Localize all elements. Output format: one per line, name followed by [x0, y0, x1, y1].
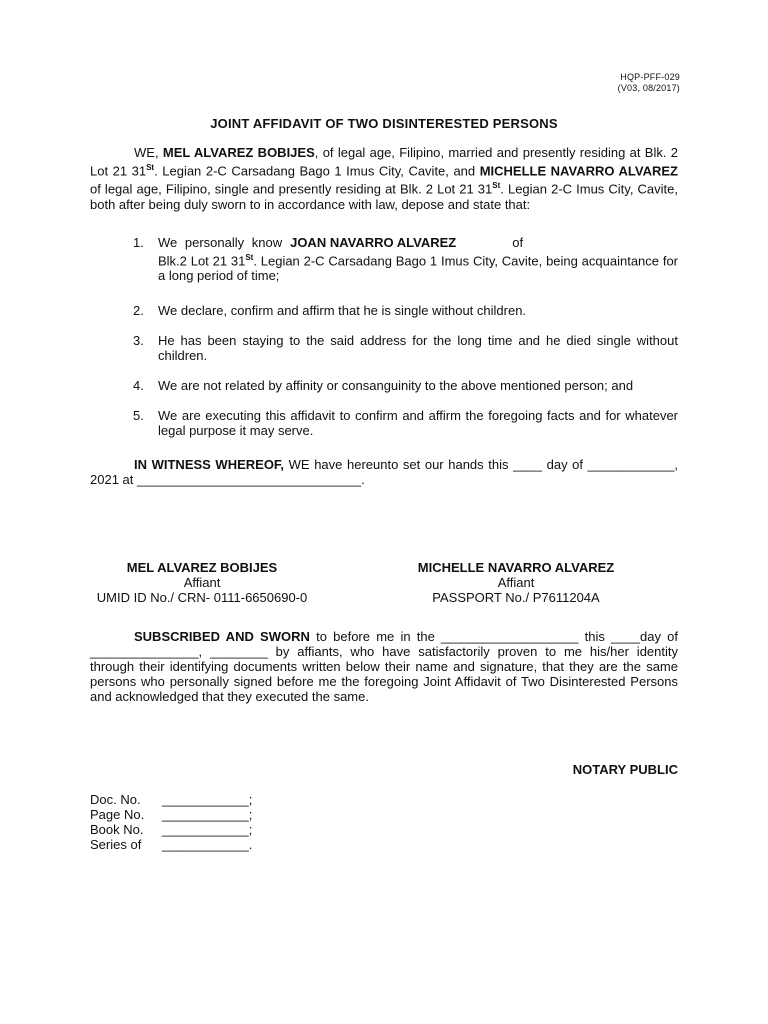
witness-text: WE have hereunto set our hands this ____ day of ____________, 2021 at _______________________________.: [90, 457, 678, 487]
item-text: He has been staying to the said address for the long time and he died single without children.: [158, 333, 678, 364]
form-code-version: (V03, 08/2017): [617, 83, 680, 93]
intro-we: WE,: [134, 145, 159, 160]
item-number: 3.: [133, 333, 144, 349]
affiant2-details-b: . Legian 2-C Imus City, Cavite, both after being duly sworn to in accordance with law, depose and state that:: [90, 181, 678, 212]
register-blank: ____________;: [162, 792, 253, 807]
signatory-block-1: [72, 560, 332, 605]
item-text: We declare, confirm and affirm that he is single without children.: [158, 303, 527, 319]
item-number: 1.: [133, 235, 144, 250]
jurat-heading: SUBSCRIBED AND SWORN: [134, 629, 310, 644]
ordinal-suffix: St: [146, 163, 155, 172]
signatory-name: MEL ALVAREZ BOBIJES: [126, 560, 278, 575]
register-label: Page No.: [90, 807, 145, 822]
list-item: [133, 408, 678, 438]
affiant1-details-b: . Legian 2-C Carsadang Bago 1 Imus City, Cavite, and: [154, 163, 476, 179]
witness-heading: IN WITNESS WHEREOF,: [134, 457, 285, 472]
register-row: [90, 807, 252, 822]
jurat-text: to before me in the ___________________ this ____day of _______________, ________ by affiants, who have satisfactorily proven to me his/her identity through their identifying documents written below their name and signature, that they are the same persons who personally signed before me the foregoing Joint Affidavit of Two Disinterested Persons and acknowledged that they executed the same.: [90, 629, 678, 704]
affiant1-name: MEL ALVAREZ BOBIJES: [162, 145, 315, 160]
notarial-register: [90, 792, 252, 852]
notary-public-label: NOTARY PUBLIC: [572, 762, 678, 777]
register-row: [90, 837, 252, 852]
register-blank: ____________.: [162, 837, 253, 852]
register-label: Series of: [90, 837, 142, 852]
signatory-name: MICHELLE NAVARRO ALVAREZ: [417, 560, 615, 575]
item-number: 4.: [133, 378, 144, 394]
item-number: 5.: [133, 408, 144, 424]
register-row: [90, 822, 252, 837]
witness-paragraph: [90, 457, 678, 487]
item-1-text-b: of: [512, 235, 524, 250]
register-row: [90, 792, 252, 807]
list-item: [133, 378, 678, 393]
list-item: [133, 333, 678, 363]
signatory-role: Affiant: [183, 575, 221, 590]
item-text: [158, 235, 678, 283]
item-text: We are executing this affidavit to confirm and affirm the foregoing facts and for whatever legal purpose it may serve.: [158, 408, 678, 439]
register-blank: ____________;: [162, 807, 253, 822]
item-1-address-a: Blk.2 Lot 21 31: [158, 253, 246, 269]
signatory-role: Affiant: [497, 575, 535, 590]
jurat-paragraph: [90, 629, 678, 704]
register-label: Book No.: [90, 822, 144, 837]
ordinal-suffix: St: [492, 181, 501, 191]
intro-paragraph: [90, 145, 678, 212]
list-item: [133, 303, 678, 318]
register-blank: ____________;: [162, 822, 253, 837]
form-code-number: HQP-PFF-029: [620, 72, 680, 82]
subject-name: JOAN NAVARRO ALVAREZ: [290, 235, 457, 250]
item-1-address-b: . Legian 2-C Carsadang Bago 1 Imus City, Cavite, being acquaintance for a long period of time;: [158, 253, 679, 284]
affiant2-name: MICHELLE NAVARRO ALVAREZ: [479, 163, 678, 179]
list-item: [133, 235, 678, 283]
item-text: We are not related by affinity or consanguinity to the above mentioned person; and: [158, 378, 634, 394]
item-1-text-a: We personally know: [158, 235, 283, 250]
form-code: [618, 72, 680, 94]
statements-list: [133, 235, 678, 438]
signatory-block-2: [386, 560, 646, 605]
item-number: 2.: [133, 303, 144, 319]
ordinal-suffix: St: [245, 253, 254, 262]
affiant1-details-a: , of legal age, Filipino, married and presently residing at Blk. 2 Lot 21 31: [90, 145, 678, 179]
register-label: Doc. No.: [90, 792, 141, 807]
signatory-id: PASSPORT No./ P7611204A: [432, 590, 600, 605]
affiant2-details-a: of legal age, Filipino, single and presently residing at Blk. 2 Lot 21 31: [90, 181, 493, 197]
signatory-id: UMID ID No./ CRN- 0111-6650690-0: [96, 590, 308, 605]
document-title: JOINT AFFIDAVIT OF TWO DISINTERESTED PERSONS: [210, 116, 558, 131]
